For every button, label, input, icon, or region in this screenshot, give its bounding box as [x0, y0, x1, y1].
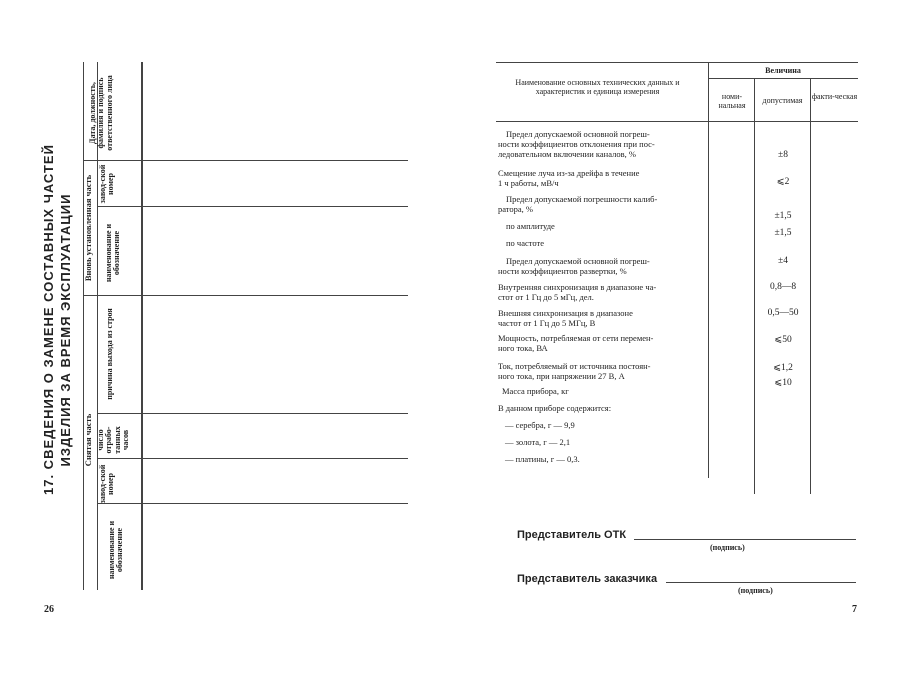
row-param-line: ратора, % [498, 204, 534, 214]
row-divider-4 [97, 413, 408, 414]
row-param-line: ного тока, при напряжении 27 В, А [498, 371, 625, 381]
row-param-line: Предел допускаемой основной погреш- [506, 256, 650, 266]
row-param-line: Внешняя синхронизация в диапазоне [498, 308, 633, 318]
row-divider-3 [83, 295, 408, 296]
row-param-3 [498, 194, 703, 214]
col-name-installed [105, 213, 135, 293]
row-param-line: В данном приборе содержится: [498, 403, 612, 413]
header-top-rule [496, 62, 858, 63]
customer-signature-line[interactable] [666, 582, 856, 583]
row-param-line: — платины, г — 0,3. [505, 454, 580, 464]
col-reason [106, 304, 134, 404]
row-param-line: 1 ч работы, мВ/ч [498, 178, 559, 188]
group-installed-part: Вновь установленная часть [83, 174, 93, 282]
title-line-2: ИЗДЕЛИЯ ЗА ВРЕМЯ ЭКСПЛУАТАЦИИ [57, 193, 73, 467]
row-value-2: ⩽2 [776, 177, 790, 187]
header-actual: факти-ческая [811, 92, 858, 101]
row-param-line: Смещение луча из-за дрейфа в течение [498, 168, 640, 178]
row-divider-1 [83, 160, 408, 161]
col-name-installed-label: наименование и обозначение [104, 223, 122, 283]
row-param-7 [498, 282, 703, 302]
row-value-8: 0,5—50 [767, 308, 799, 318]
row-value-1: ±8 [778, 150, 788, 160]
otk-signature-hint: (подпись) [710, 543, 745, 552]
row-param-1 [498, 129, 703, 159]
col-reason-label: причина выхода из строя [105, 308, 114, 400]
customer-representative-label: Представитель заказчика [517, 573, 658, 585]
row-param-15 [505, 454, 700, 464]
value-group-rule [708, 78, 858, 79]
header-param-name: Наименование основных технических данных и характеристик и единица измерения [515, 78, 680, 96]
header-bottom-rule [496, 121, 858, 122]
replacement-section-title [41, 144, 78, 495]
row-value-6: ±4 [778, 256, 788, 266]
col-name-removed-label: наименование и обозначение [107, 520, 125, 580]
row-param-9 [498, 333, 703, 353]
row-param-5 [506, 238, 701, 248]
row-param-line: Предел допускаемой основной погреш- [506, 129, 650, 139]
row-param-6 [498, 256, 703, 276]
row-param-line: стот от 1 Гц до 5 мГц, дел. [498, 292, 594, 302]
row-param-12 [498, 403, 703, 413]
row-param-line: — серебра, г — 9,9 [505, 420, 575, 430]
row-param-13 [505, 420, 700, 430]
col-name-removed [108, 500, 132, 600]
left-page-number: 26 [44, 604, 54, 615]
row-param-line: по частоте [506, 238, 544, 248]
right-page-number: 7 [852, 604, 857, 615]
col-hours [97, 418, 141, 462]
row-divider-5 [97, 458, 408, 459]
row-divider-2 [97, 206, 408, 207]
otk-representative-label: Представитель ОТК [517, 529, 627, 541]
customer-signature-hint: (подпись) [738, 586, 773, 595]
row-param-10 [498, 361, 703, 381]
row-param-14 [505, 437, 700, 447]
col-factory-no-removed-label: завод-ской номер [98, 464, 116, 504]
col-responsible-label: Дата, должность, фамилия и подпись ответственного лица [88, 75, 114, 151]
col-factory-no-installed-label: завод-ской номер [98, 164, 116, 204]
group-removed-part: Снятая часть [83, 413, 93, 467]
row-param-2 [498, 168, 703, 188]
row-value-3: ±1,5 [774, 211, 792, 221]
row-param-line: Внутренняя синхронизация в диапазоне ча- [498, 282, 657, 292]
otk-signature-line[interactable] [634, 539, 856, 540]
row-value-4: ±1,5 [774, 228, 792, 238]
row-value-10: ⩽1,2 [773, 363, 793, 373]
col-hours-label: число отрабо-танных часов [96, 426, 131, 454]
header-value-group: Величина [765, 66, 801, 75]
row-value-11: ⩽10 [774, 378, 792, 388]
row-param-line: ного тока, ВА [498, 343, 548, 353]
row-param-line: ледовательном включении каналов, % [498, 149, 636, 159]
col-factory-no-installed [99, 164, 139, 204]
header-allowed: допустимая [762, 96, 803, 105]
row-param-line: — золота, г — 2,1 [505, 437, 571, 447]
col-divider-1 [708, 62, 709, 478]
row-param-line: Предел допускаемой погрешности калиб- [506, 194, 658, 204]
col-factory-no-removed [99, 464, 139, 504]
col-responsible [89, 69, 135, 157]
header-nominal: номи-нальная [718, 92, 746, 110]
row-param-line: частот от 1 Гц до 5 МГц, В [498, 318, 596, 328]
table-header-divider [141, 62, 143, 590]
row-value-9: ⩽50 [774, 335, 792, 345]
row-param-line: ности коэффициентов отклонения при пос- [498, 139, 655, 149]
title-line-1: 17. СВЕДЕНИЯ О ЗАМЕНЕ СОСТАВНЫХ ЧАСТЕЙ [41, 144, 56, 495]
row-param-line: по амплитуде [506, 221, 555, 231]
row-param-line: ности коэффициентов развертки, % [498, 266, 627, 276]
row-param-11 [498, 386, 703, 396]
row-value-7: 0,8—8 [769, 282, 797, 292]
row-param-4 [506, 221, 701, 231]
row-param-8 [498, 308, 703, 328]
row-divider-6 [97, 503, 408, 504]
row-param-line: Масса прибора, кг [502, 386, 569, 396]
row-param-line: Ток, потребляемый от источника постоян- [498, 361, 651, 371]
row-param-line: Мощность, потребляемая от сети перемен- [498, 333, 654, 343]
table-left-border [83, 62, 84, 590]
